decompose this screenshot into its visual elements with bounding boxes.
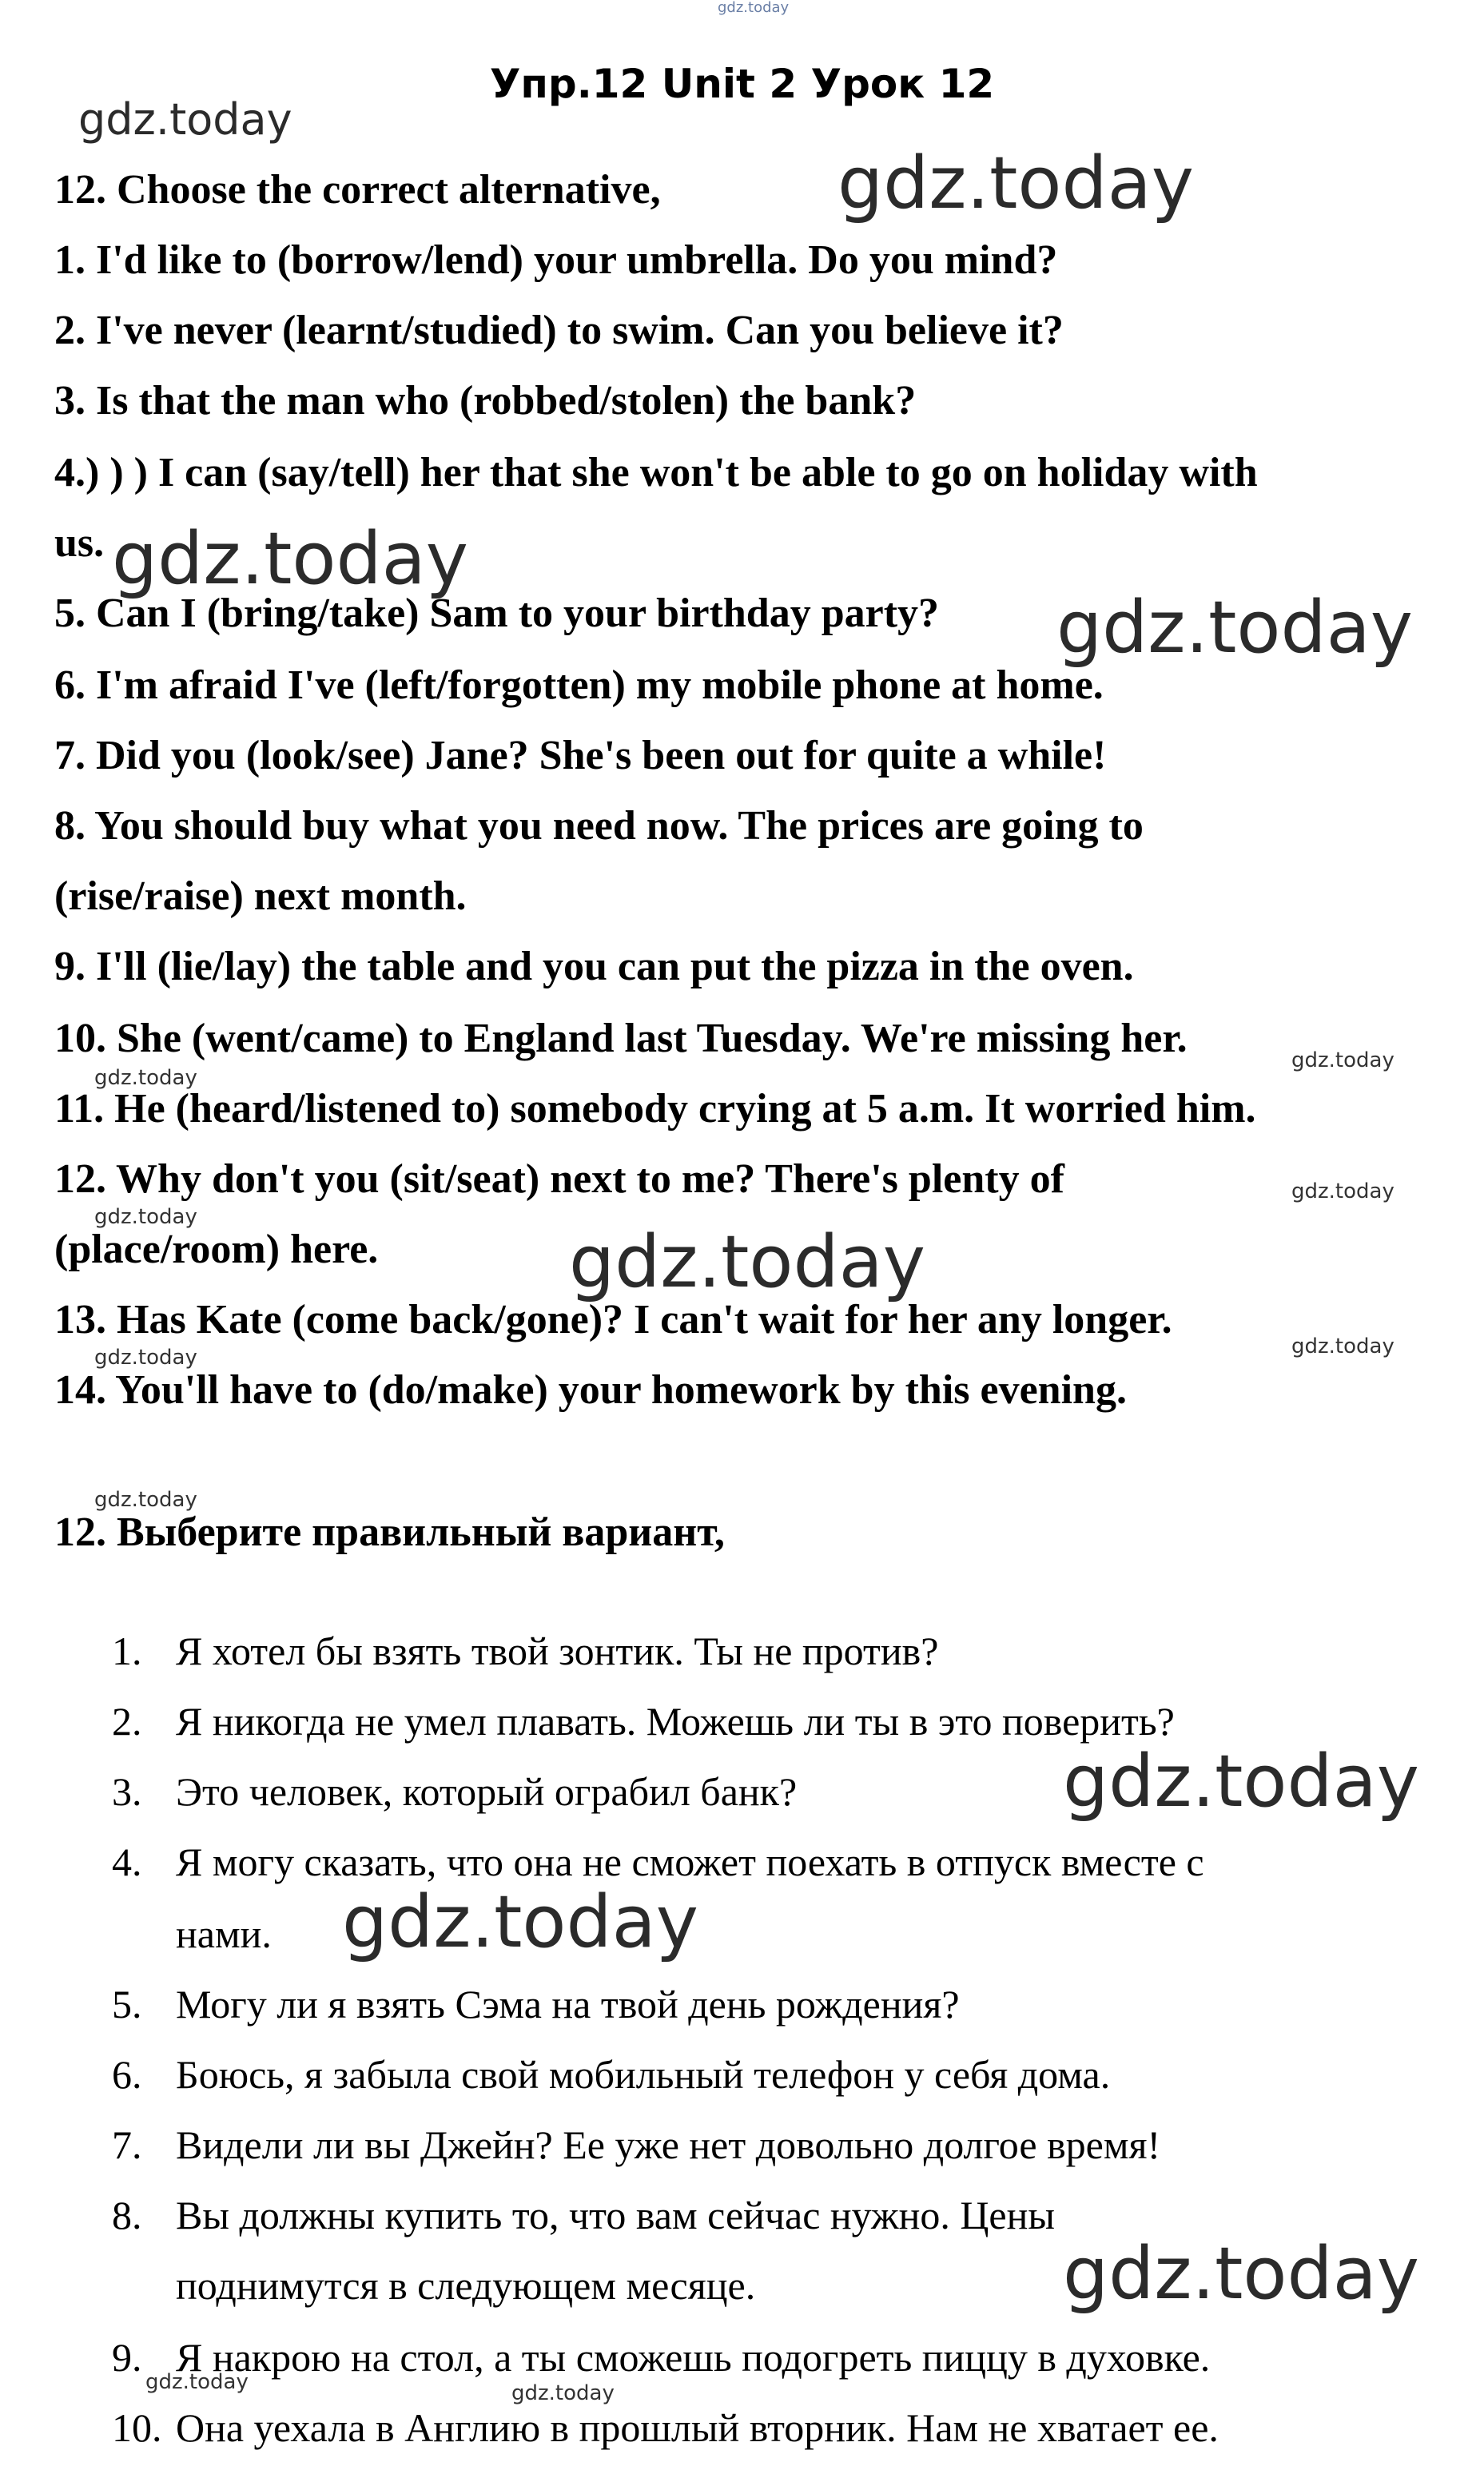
watermark: gdz.today	[837, 141, 1195, 225]
en-line-7: 7. Did you (look/see) Jane? She's been out for quite a while!	[54, 733, 1107, 778]
ru-item-5	[112, 1979, 1438, 2030]
ru-item-8-cont: поднимутся в следующем месяце.	[176, 2263, 756, 2308]
ru-item-4	[112, 1836, 1438, 1887]
exercise-heading-ru: 12. Выберите правильный вариант,	[54, 1509, 725, 1555]
watermark: gdz.today	[94, 1205, 197, 1229]
watermark: gdz.today	[511, 2381, 615, 2405]
watermark: gdz.today	[1063, 2232, 1420, 2316]
ru-item-number: 9.	[112, 2335, 142, 2380]
en-line-6: 6. I'm afraid I've (left/forgotten) my mobile phone at home.	[54, 662, 1104, 708]
ru-item-7	[112, 2119, 1438, 2170]
en-line-10: 10. She (went/came) to England last Tuesday. We're missing her.	[54, 1016, 1188, 1061]
ru-item-9	[112, 2332, 1438, 2383]
watermark: gdz.today	[1056, 586, 1414, 670]
ru-item-text: Вы должны купить то, что вам сейчас нужно. Цены	[176, 2193, 1055, 2237]
ru-item-number: 1.	[112, 1629, 142, 1673]
ru-item-text: Я могу сказать, что она не сможет поехать в отпуск вместе с	[176, 1840, 1204, 1884]
en-line-14: 14. You'll have to (do/make) your homework by this evening.	[54, 1367, 1127, 1413]
ru-item-number: 2.	[112, 1699, 142, 1744]
ru-item-text: Она уехала в Англию в прошлый вторник. Нам не хватает ее.	[176, 2405, 1219, 2450]
ru-item-number: 3.	[112, 1769, 142, 1814]
watermark: gdz.today	[78, 94, 292, 145]
ru-item-text: Могу ли я взять Сэма на твой день рождения?	[176, 1982, 960, 2027]
ru-item-number: 4.	[112, 1840, 142, 1884]
watermark: gdz.today	[94, 1488, 197, 1512]
ru-item-text: Видели ли вы Джейн? Ее уже нет довольно долгое время!	[176, 2122, 1161, 2167]
en-line-9: 9. I'll (lie/lay) the table and you can put the pizza in the oven.	[54, 944, 1134, 989]
ru-item-number: 5.	[112, 1982, 142, 2027]
en-line-12: 12. Why don't you (sit/seat) next to me? There's plenty of	[54, 1156, 1064, 1202]
en-line-8: 8. You should buy what you need now. The prices are going to	[54, 803, 1144, 849]
ru-item-text: Я накрою на стол, а ты сможешь подогреть пиццу в духовке.	[176, 2335, 1211, 2380]
ru-item-number: 7.	[112, 2122, 142, 2167]
watermark: gdz.today	[145, 2370, 249, 2394]
ru-item-text: Это человек, который ограбил банк?	[176, 1769, 798, 1814]
ru-item-text: Я хотел бы взять твой зонтик. Ты не против?	[176, 1629, 939, 1673]
en-line-8-cont: (rise/raise) next month.	[54, 873, 467, 919]
watermark: gdz.today	[112, 517, 469, 601]
en-line-4-cont: us.	[54, 520, 105, 566]
en-line-3: 3. Is that the man who (robbed/stolen) the bank?	[54, 378, 917, 424]
ru-item-text: Боюсь, я забыла свой мобильный телефон у себя дома.	[176, 2052, 1111, 2097]
en-line-12-cont: (place/room) here.	[54, 1227, 379, 1272]
watermark: gdz.today	[569, 1220, 926, 1304]
ru-item-number: 10.	[112, 2405, 162, 2450]
en-line-2: 2. I've never (learnt/studied) to swim. Can you believe it?	[54, 308, 1064, 353]
watermark: gdz.today	[1063, 1740, 1420, 1824]
en-line-13: 13. Has Kate (come back/gone)? I can't wait for her any longer.	[54, 1297, 1172, 1342]
watermark: gdz.today	[94, 1346, 197, 1370]
watermark: gdz.today	[1291, 1179, 1394, 1203]
ru-item-text: Я никогда не умел плавать. Можешь ли ты в это поверить?	[176, 1699, 1175, 1744]
en-line-5: 5. Can I (bring/take) Sam to your birthday party?	[54, 591, 940, 636]
page-title: Упр.12 Unit 2 Урок 12	[489, 61, 995, 107]
watermark: gdz.today	[94, 1066, 197, 1090]
watermark: gdz.today	[342, 1880, 699, 1964]
ru-item-number: 8.	[112, 2193, 142, 2237]
exercise-heading-en: 12. Choose the correct alternative,	[54, 167, 661, 213]
ru-item-1	[112, 1625, 1438, 1677]
ru-item-number: 6.	[112, 2052, 142, 2097]
ru-item-4-cont: нами.	[176, 1911, 272, 1956]
ru-item-10	[112, 2402, 1438, 2453]
en-line-11: 11. He (heard/listened to) somebody crying at 5 a.m. It worried him.	[54, 1086, 1256, 1132]
ru-item-6	[112, 2049, 1438, 2100]
watermark: gdz.today	[1291, 1334, 1394, 1358]
en-line-4: 4.) ) ) I can (say/tell) her that she won't be able to go on holiday with	[54, 450, 1258, 495]
watermark: gdz.today	[1291, 1048, 1394, 1072]
en-line-1: 1. I'd like to (borrow/lend) your umbrella. Do you mind?	[54, 237, 1058, 283]
watermark-top: gdz.today	[718, 0, 790, 16]
